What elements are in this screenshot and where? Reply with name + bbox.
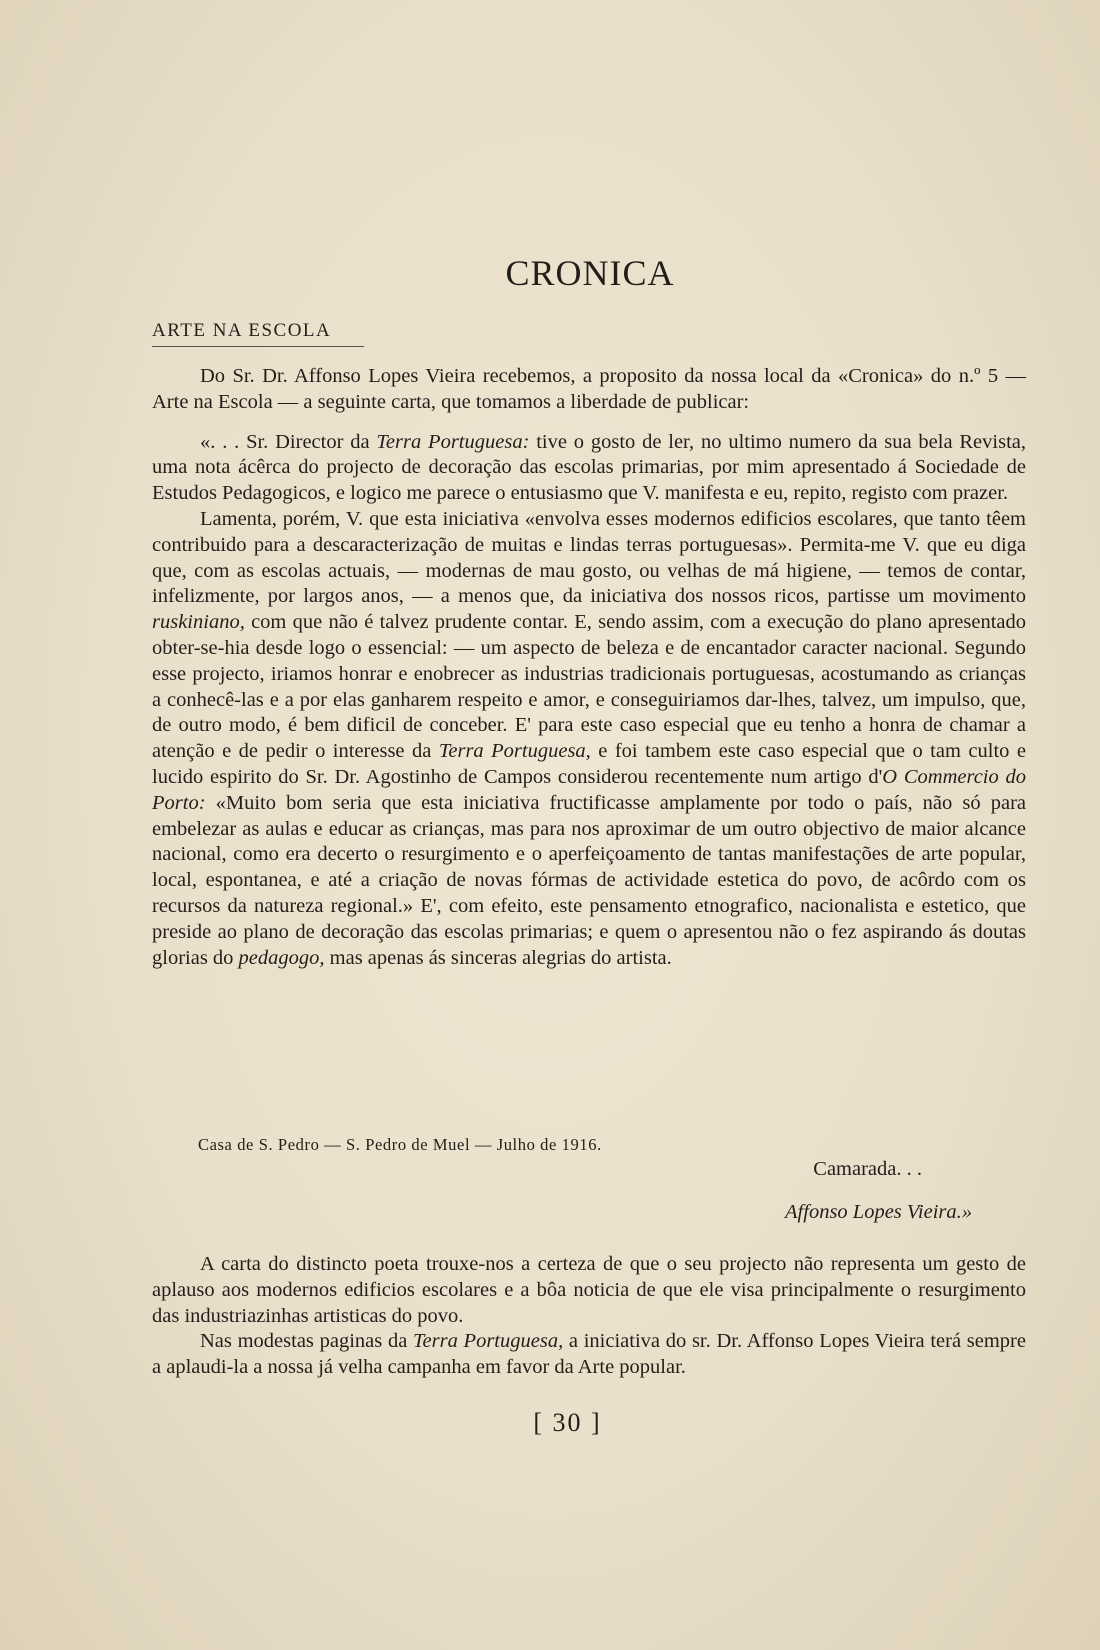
intro-paragraph: Do Sr. Dr. Affonso Lopes Vieira recebemos, a proposito da nossa local da «Cronica» do n.º 5 — Arte na Escola — a seguinte carta, que tomamos a liberdade de publicar:: [152, 365, 1026, 413]
section-underline: [152, 346, 364, 347]
text-run: com que não é talvez prudente contar. E, sendo assim, com a execução do plano apresentado obter-se-hia desde logo o essencial: — um aspecto de beleza e de encantador caracter nacional. Segundo esse projecto, iriamos honrar e enobrecer as industrias tradicionais portuguesas, acostumando as crianças a conhecê-las e a por elas ganharem respeito e amor, e conseguiriamos dar-lhes, talvez, um impulso, que, de outro modo, é bem dificil de conceber. E' para este caso especial que eu tenho a honra de chamar a atenção e de pedir o interesse da: [152, 611, 1026, 763]
section-heading: ARTE NA ESCOLA: [152, 320, 332, 341]
italic-run: Terra Portuguesa,: [413, 1330, 564, 1353]
italic-run: Terra Portuguesa,: [438, 740, 591, 763]
italic-run: ruskiniano,: [152, 611, 245, 634]
page-title: CRONICA: [505, 253, 675, 293]
letter-signature: Affonso Lopes Vieira.»: [785, 1201, 972, 1223]
text-run: Lamenta, porém, V. que esta iniciativa «envolva esses modernos edificios escolares, que tanto têem contribuido para a descaracterização de muitas e lindas terras portuguesas». Permita-me V. que eu diga que, com as escolas actuais, — modernas de mau gosto, ou velhas de má higiene, — temos de contar, infelizmente, por largos anos, — a menos que, da iniciativa dos nossos ricos, partisse um movimento: [152, 507, 1026, 608]
letter-closing: Camarada. . .: [813, 1158, 922, 1180]
text-run: «. . . Sr. Director da: [200, 430, 377, 453]
text-run: mas apenas ás sinceras alegrias do artista.: [324, 946, 672, 969]
text-run: Nas modestas paginas da: [200, 1330, 414, 1353]
letter-paragraph-1: [152, 430, 1026, 507]
text-run: a iniciativa do sr. Dr. Affonso Lopes Vieira terá sempre a aplaudi-la a nossa já velha campanha em favor da Arte popular.: [152, 1330, 1026, 1379]
italic-run: Terra Portuguesa:: [376, 430, 530, 453]
italic-run: O Commercio do Porto:: [152, 765, 1026, 814]
letter-paragraph-2: [152, 507, 1026, 971]
editorial-comment: [152, 1252, 1026, 1381]
comment-paragraph-1: A carta do distincto poeta trouxe-nos a certeza de que o seu projecto não representa um gesto de aplauso aos modernos edificios escolares e a bôa noticia de que ele visa principalmente o resurgimento das industriazinhas artisticas do povo.: [152, 1253, 1026, 1327]
text-run: tive o gosto de ler, no ultimo numero da sua bela Revista, uma nota ácêrca do projecto de decoração das escolas primarias, por mim apresentado á Sociedade de Estudos Pedagogicos, e logico me parece o entusiasmo que V. manifesta e eu, repito, registo com prazer.: [152, 430, 1026, 505]
comment-paragraph-2: [152, 1329, 1026, 1381]
text-run: «Muito bom seria que esta iniciativa fructificasse amplamente por todo o país, não só para embelezar as aulas e educar as crianças, mas para nos aproximar de um outro objectivo de maior alcance nacional, como era decerto o resurgimento e o aperfeiçoamento de tantas manifestações de arte popular, local, espontanea, e até a criação de novas fórmas de actividade estetica do povo, de acôrdo com os recursos da natureza regional.» E', com efeito, este pensamento etnografico, nacionalista e estetico, que preside ao plano de decoração das escolas primarias; e quem o apresentou não o fez aspirando ás doutas glorias do: [152, 791, 1026, 969]
page-number: [ 30 ]: [533, 1408, 602, 1437]
text-run: e foi tambem este caso especial que o tam culto e lucido espirito do Sr. Dr. Agostinho de Campos considerou recentemente num artigo d': [152, 740, 1026, 788]
italic-run: pedagogo,: [238, 946, 325, 969]
letter-dateline: Casa de S. Pedro — S. Pedro de Muel — Julho de 1916.: [198, 1135, 602, 1154]
article-body: [152, 364, 1026, 971]
